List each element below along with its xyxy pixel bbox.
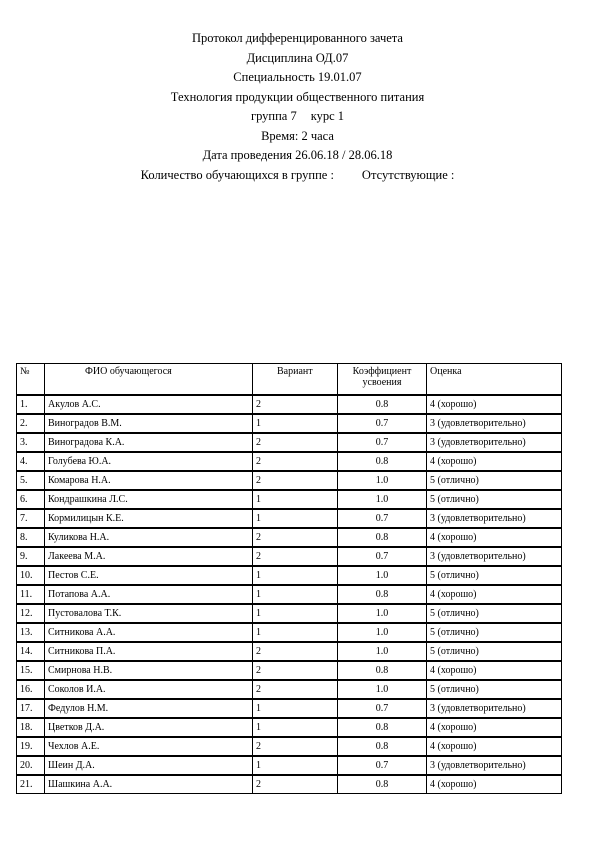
student-name: Потапова А.А.	[45, 585, 253, 604]
variant-cell: 1	[253, 718, 338, 737]
grade-cell: 4 (хорошо)	[427, 395, 562, 414]
coefficient-cell: 1.0	[338, 642, 427, 661]
row-number: 3.	[17, 433, 45, 452]
variant-cell: 2	[253, 737, 338, 756]
table-row	[17, 414, 562, 433]
coefficient-cell: 0.7	[338, 756, 427, 775]
date-line: Дата проведения 26.06.18 / 28.06.18	[202, 148, 393, 162]
time-line: Время: 2 часа	[261, 128, 334, 143]
row-number: 17.	[17, 699, 45, 718]
row-number: 5.	[17, 471, 45, 490]
student-name: Ситникова А.А.	[45, 623, 253, 642]
grade-cell: 3 (удовлетворительно)	[427, 433, 562, 452]
student-name: Комарова Н.А.	[45, 471, 253, 490]
grade-cell: 3 (удовлетворительно)	[427, 414, 562, 433]
table-row	[17, 547, 562, 566]
row-number: 15.	[17, 661, 45, 680]
student-name: Акулов А.С.	[45, 395, 253, 414]
coefficient-cell: 0.8	[338, 395, 427, 414]
table-row	[17, 509, 562, 528]
column-header-grade: Оценка	[427, 364, 562, 396]
grade-cell: 3 (удовлетворительно)	[427, 756, 562, 775]
row-number: 16.	[17, 680, 45, 699]
grade-cell: 4 (хорошо)	[427, 718, 562, 737]
row-number: 14.	[17, 642, 45, 661]
row-number: 13.	[17, 623, 45, 642]
variant-cell: 1	[253, 699, 338, 718]
row-number: 20.	[17, 756, 45, 775]
table-row	[17, 395, 562, 414]
student-name: Лакеева М.А.	[45, 547, 253, 566]
student-name: Смирнова Н.В.	[45, 661, 253, 680]
coefficient-cell: 0.7	[338, 414, 427, 433]
coefficient-cell: 0.8	[338, 661, 427, 680]
row-number: 11.	[17, 585, 45, 604]
coefficient-cell: 0.8	[338, 528, 427, 547]
coefficient-cell: 0.7	[338, 433, 427, 452]
student-name: Кондрашкина Л.С.	[45, 490, 253, 509]
student-name: Кормилицын К.Е.	[45, 509, 253, 528]
coefficient-cell: 0.8	[338, 585, 427, 604]
grade-cell: 3 (удовлетворительно)	[427, 509, 562, 528]
table-row	[17, 490, 562, 509]
coefficient-cell: 1.0	[338, 471, 427, 490]
column-header-variant: Вариант	[253, 364, 338, 396]
student-name: Виноградова К.А.	[45, 433, 253, 452]
student-name: Соколов И.А.	[45, 680, 253, 699]
row-number: 4.	[17, 452, 45, 471]
document-header	[0, 29, 595, 185]
row-number: 8.	[17, 528, 45, 547]
row-number: 9.	[17, 547, 45, 566]
variant-cell: 2	[253, 680, 338, 699]
table-row	[17, 604, 562, 623]
variant-cell: 2	[253, 661, 338, 680]
coefficient-cell: 1.0	[338, 490, 427, 509]
variant-cell: 2	[253, 547, 338, 566]
coefficient-cell: 0.7	[338, 509, 427, 528]
grade-cell: 4 (хорошо)	[427, 528, 562, 547]
table-body	[17, 395, 562, 794]
course-label: курс 1	[310, 109, 345, 123]
row-number: 2.	[17, 414, 45, 433]
student-name: Федулов Н.М.	[45, 699, 253, 718]
variant-cell: 2	[253, 452, 338, 471]
row-number: 10.	[17, 566, 45, 585]
student-name: Куликова Н.А.	[45, 528, 253, 547]
coefficient-cell: 0.7	[338, 547, 427, 566]
grade-cell: 5 (отлично)	[427, 471, 562, 490]
variant-cell: 1	[253, 623, 338, 642]
variant-cell: 2	[253, 471, 338, 490]
table-row	[17, 471, 562, 490]
variant-cell: 2	[253, 775, 338, 794]
row-number: 18.	[17, 718, 45, 737]
table-row	[17, 680, 562, 699]
variant-cell: 1	[253, 566, 338, 585]
student-name: Пустовалова Т.К.	[45, 604, 253, 623]
grade-cell: 5 (отлично)	[427, 604, 562, 623]
grade-cell: 5 (отлично)	[427, 566, 562, 585]
group-label: группа 7	[250, 109, 297, 123]
row-number: 12.	[17, 604, 45, 623]
variant-cell: 2	[253, 528, 338, 547]
column-header-name: ФИО обучающегося	[45, 364, 253, 396]
student-name: Пестов С.Е.	[45, 566, 253, 585]
absent-label: Отсутствующие :	[361, 167, 455, 182]
technology-line: Технология продукции общественного питания	[170, 89, 425, 104]
row-number: 7.	[17, 509, 45, 528]
table-row	[17, 433, 562, 452]
counts-line	[0, 166, 595, 186]
table-row	[17, 737, 562, 756]
student-name: Голубева Ю.А.	[45, 452, 253, 471]
student-name: Чехлов А.Е.	[45, 737, 253, 756]
student-name: Шеин Д.А.	[45, 756, 253, 775]
protocol-title: Протокол дифференцированного зачета	[192, 31, 403, 45]
table-row	[17, 623, 562, 642]
table-row	[17, 585, 562, 604]
student-name: Цветков Д.А.	[45, 718, 253, 737]
table-row	[17, 718, 562, 737]
grade-cell: 5 (отлично)	[427, 490, 562, 509]
student-name: Виноградов В.М.	[45, 414, 253, 433]
coefficient-cell: 0.7	[338, 699, 427, 718]
grade-cell: 4 (хорошо)	[427, 775, 562, 794]
table-row	[17, 699, 562, 718]
row-number: 21.	[17, 775, 45, 794]
grade-cell: 4 (хорошо)	[427, 661, 562, 680]
coefficient-cell: 0.8	[338, 452, 427, 471]
grade-cell: 5 (отлично)	[427, 623, 562, 642]
table-row	[17, 756, 562, 775]
group-course-line	[0, 107, 595, 127]
variant-cell: 1	[253, 490, 338, 509]
grade-cell: 4 (хорошо)	[427, 585, 562, 604]
coefficient-cell: 1.0	[338, 566, 427, 585]
variant-cell: 1	[253, 756, 338, 775]
row-number: 19.	[17, 737, 45, 756]
variant-cell: 1	[253, 509, 338, 528]
student-name: Ситникова П.А.	[45, 642, 253, 661]
row-number: 1.	[17, 395, 45, 414]
coefficient-cell: 1.0	[338, 604, 427, 623]
column-header-coefficient: Коэффициент усвоения	[338, 364, 427, 396]
variant-cell: 2	[253, 433, 338, 452]
table-row	[17, 528, 562, 547]
coefficient-cell: 0.8	[338, 718, 427, 737]
coefficient-cell: 1.0	[338, 680, 427, 699]
row-number: 6.	[17, 490, 45, 509]
coefficient-cell: 1.0	[338, 623, 427, 642]
student-name: Шашкина А.А.	[45, 775, 253, 794]
variant-cell: 2	[253, 642, 338, 661]
table-row	[17, 566, 562, 585]
students-count-label: Количество обучающихся в группе :	[140, 167, 334, 182]
table-row	[17, 452, 562, 471]
coefficient-cell: 0.8	[338, 737, 427, 756]
variant-cell: 2	[253, 395, 338, 414]
grade-cell: 3 (удовлетворительно)	[427, 699, 562, 718]
column-header-number: №	[17, 364, 45, 396]
discipline-line: Дисциплина ОД.07	[246, 50, 349, 65]
table-row	[17, 775, 562, 794]
table-row	[17, 642, 562, 661]
variant-cell: 1	[253, 414, 338, 433]
variant-cell: 1	[253, 604, 338, 623]
grade-cell: 5 (отлично)	[427, 680, 562, 699]
coefficient-cell: 0.8	[338, 775, 427, 794]
grade-cell: 3 (удовлетворительно)	[427, 547, 562, 566]
grades-table	[16, 363, 562, 794]
table-header-row	[17, 364, 562, 396]
grade-cell: 4 (хорошо)	[427, 452, 562, 471]
specialty-line: Специальность 19.01.07	[233, 70, 362, 84]
table-row	[17, 661, 562, 680]
grade-cell: 5 (отлично)	[427, 642, 562, 661]
grade-cell: 4 (хорошо)	[427, 737, 562, 756]
variant-cell: 1	[253, 585, 338, 604]
